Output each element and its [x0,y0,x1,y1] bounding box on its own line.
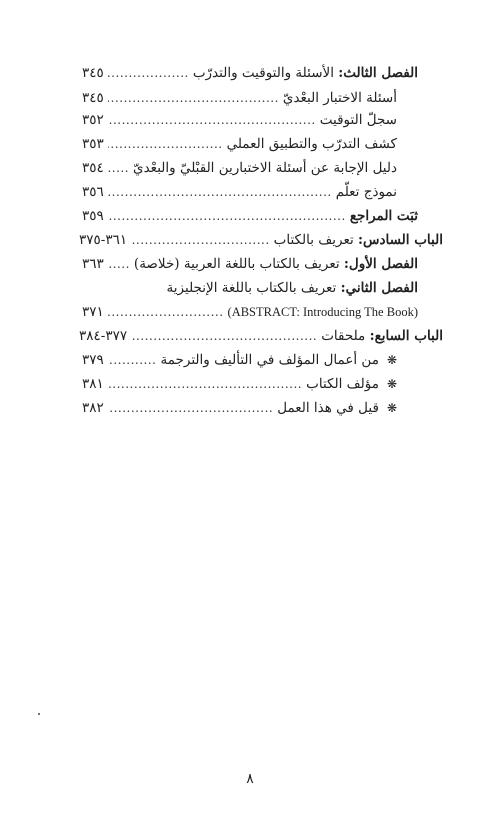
toc-entry-page: ٣٨١ [82,376,104,392]
dot-leader [131,326,317,346]
dot-leader [108,374,302,394]
dot-leader [108,206,346,226]
asterisk-bullet-icon: ❋ [386,353,397,367]
toc-entry-page: ٣٧٧-٣٨٤ [79,328,128,344]
toc-entry [82,182,397,202]
toc-entry-page: ٣٥٤ [82,160,104,176]
page-number: ٨ [246,771,254,787]
toc-entry [82,63,418,83]
asterisk-bullet-icon: ❋ [386,377,397,391]
dot-leader [108,158,129,178]
toc-entry-label: الباب السادس: [358,232,443,248]
toc-entry [82,206,418,226]
toc-entry [82,374,397,394]
toc-entry [82,278,418,298]
toc-entry [82,88,397,108]
toc-entry-title: دليل الإجابة عن أسئلة الاختبارين القبْليّ والبعْديّ [133,160,397,176]
toc-entry [82,158,397,178]
toc-entry-page: ٣٥٩ [82,208,104,224]
toc-entry-label: ثبَت المراجع [349,208,418,224]
toc-entry-title: تعريف بالكتاب [273,232,354,248]
dot-leader [108,110,316,130]
toc-entry-page: ٣٤٥ [82,65,104,81]
toc-entry [82,302,418,322]
asterisk-bullet-icon: ❋ [386,401,397,415]
toc-entry-page: ٣٨٢ [82,400,104,416]
dot-leader [108,254,130,274]
dot-leader [108,350,157,370]
toc-entry-title: (ABSTRACT: Introducing The Book) [227,305,418,319]
dot-leader [131,230,270,250]
toc-entry-title: كشف التدرّب والتطبيق العملي [226,136,397,152]
toc-entry [82,110,397,130]
toc-entry-page: ٣٤٥ [82,90,104,106]
dot-leader [108,302,224,322]
toc-entry [82,254,418,274]
dot-leader [108,134,223,154]
toc-entry-title: نموذج تعلّم [335,184,397,200]
toc-entry-page: ٣٥٣ [82,136,104,152]
toc-entry-title: تعريف بالكتاب باللغة الإنجليزية [166,280,337,296]
toc-entry-page: ٣٥٦ [82,184,104,200]
toc-entry [82,398,397,418]
dot-leader [108,182,332,202]
toc-entry-label: الفصل الأول: [343,256,418,272]
toc-entry-title: الأسئلة والتوقيت والتدرّب [192,65,334,81]
toc-entry [82,134,397,154]
toc-entry-title: مؤلف الكتاب [306,376,379,392]
toc-entry-title: من أعمال المؤلف في التأليف والترجمة [160,352,379,368]
toc-entry-page: ٣٥٢ [82,112,104,128]
toc-entry-title: ملحقات [321,328,366,344]
toc-entry-page: ٣٦٣ [82,256,104,272]
toc-entry-label: الباب السابع: [369,328,443,344]
toc-entry-label: الفصل الثاني: [340,280,418,296]
dot-leader [108,88,279,108]
toc-entry [79,230,443,250]
toc-entry-title: قيل في هذا العمل [277,400,379,416]
dot-leader [108,398,273,418]
stray-dot [38,713,40,715]
dot-leader [108,63,189,83]
toc-entry-page: ٣٦١-٣٧٥ [79,232,128,248]
toc-entry-label: الفصل الثالث: [338,65,418,81]
toc-entry-title: تعريف بالكتاب باللغة العربية (خلاصة) [133,256,340,272]
toc-entry [82,350,397,370]
toc-entry-title: سجلّ التوقيت [319,112,397,128]
toc-entry [79,326,443,346]
toc-entry-page: ٣٧٩ [82,352,104,368]
toc-entry-title: أسئلة الاختبار البعْديّ [282,90,397,106]
toc-entry-page: ٣٧١ [82,304,104,320]
